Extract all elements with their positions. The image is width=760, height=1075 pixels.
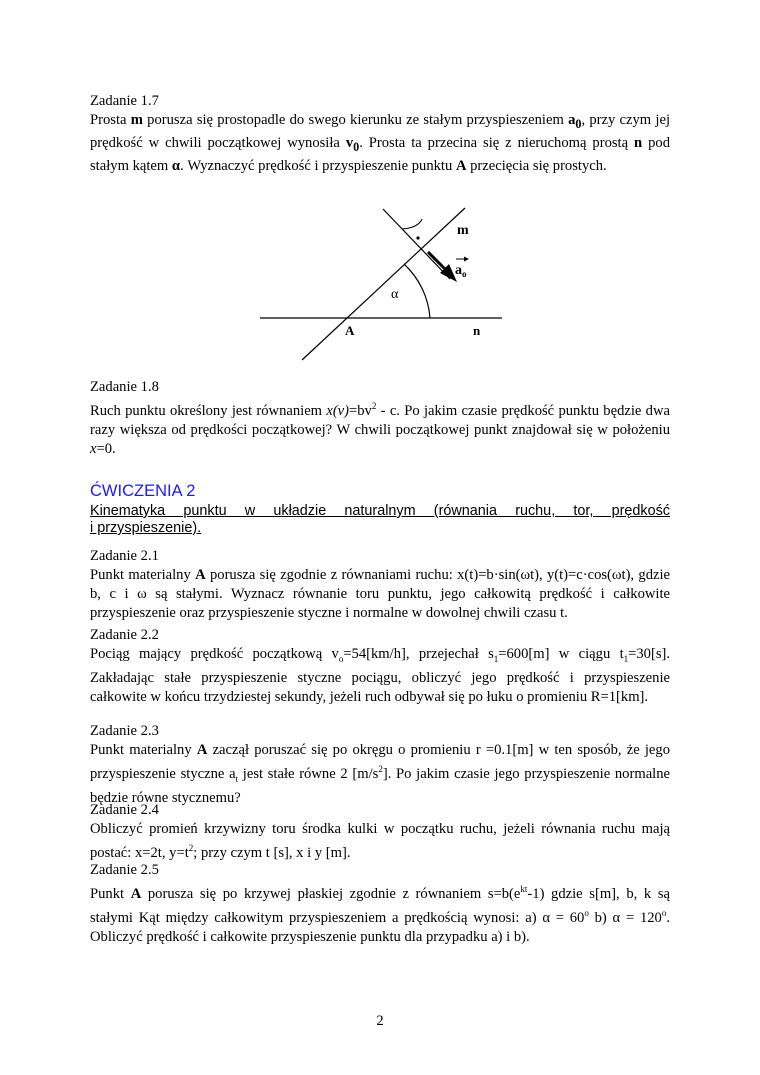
exercise-title: Zadanie 2.4 <box>90 802 159 818</box>
right-angle-dot <box>416 236 419 239</box>
exercise-title: Zadanie 1.7 <box>90 93 159 109</box>
exercise-text: Punkt materialny A zaczął poruszać się po okręgu o promieniu r =0.1[m] w ten sposób, że jego przyspieszenie styczne $a_t$ jest stałe równe 2 $[m/s^2]$. Po jakim czasie jego przyspieszenie normalne będzie równe stycznemu? <box>90 742 670 806</box>
exercise-2-2 <box>90 626 670 707</box>
exercise-text: Ruch punktu określony jest równaniem $x(v)=bv^2 - c$. Po jakim czasie prędkość punktu będzie dwa razy większa od prędkości początkowej? W chwili początkowej punkt znajdował się w położeniu x=0. <box>90 401 670 457</box>
exercise-2-3 <box>90 722 670 808</box>
exercise-title: Zadanie 1.8 <box>90 379 159 395</box>
exercise-title: Zadanie 2.5 <box>90 862 159 878</box>
alpha-arc <box>404 264 430 318</box>
vector-arrow-icon <box>464 257 469 262</box>
label-n: n <box>473 323 481 338</box>
exercise-2-4 <box>90 801 670 863</box>
section-title: ĆWICZENIA 2 <box>90 482 196 500</box>
label-m: m <box>457 223 469 238</box>
exercise-1-8 <box>90 378 670 459</box>
exercise-text: Punkt A porusza się po krzywej płaskiej zgodnie z równaniem $s=b(e^{kt}-1)$ gdzie s[m], b, k są stałymi Kąt między całkowitym przyspieszeniem a prędkością wynosi: a) $\alpha = 60^o$ b) $\alpha = 120^o$. Obliczyć prędkość i całkowite przyspieszenie punktu dla przypadku a) i b). <box>90 884 670 945</box>
exercise-2-5 <box>90 861 670 947</box>
exercise-title: Zadanie 2.1 <box>90 548 159 564</box>
right-angle-arc <box>402 219 422 229</box>
exercise-text: Pociąg mający prędkość początkową $v_o=54[km/h]$, przejechał $s_1=600[m]$ w ciągu $t_1=30[s]$. Zakładając stałe przyspieszenie styczne pociągu, obliczyć jego prędkość i przyspieszenie całkowite w końcu trzydziestej sekundy, jeżeli ruch odbywał się po łuku o promieniu R=1[km]. <box>90 646 671 705</box>
line-m <box>302 208 465 360</box>
exercise-text: Obliczyć promień krzywizny toru środka kulki w początku ruchu, jeżeli równania ruchu mają postać: x=2t, $y=t^2$; przy czym t [s], x i y [m]. <box>90 821 670 861</box>
label-A: A <box>345 323 355 338</box>
page-number: 2 <box>376 1013 384 1029</box>
exercise-1-7 <box>90 92 670 176</box>
perpendicular-line <box>383 209 450 279</box>
exercise-text: Punkt materialny A porusza się zgodnie z równaniami ruchu: x(t)=b·sin(ωt), y(t)=c·cos(ωt), gdzie b, c i ω są stałymi. Wyznacz równanie toru punktu, jego całkowitą prędkość i całkowite przyspieszenie oraz przyspieszenie styczne i normalne w dowolnej chwili czasu t. <box>90 567 670 621</box>
label-a0: $a_o$ <box>455 263 467 279</box>
exercise-text: Prosta m porusza się prostopadle do swego kierunku ze stałym przyspieszeniem $a_0$, przy czym jej prędkość w chwili początkowej wynosiła $v_0$. Prosta ta przecina się z nieruchomą prostą n pod stałym kątem α. Wyznaczyć prędkość i przyspieszenie punktu A przecięcia się prostych. <box>90 112 670 174</box>
geometry-figure <box>250 200 510 370</box>
exercise-2-1 <box>90 547 670 623</box>
section-subtitle: Kinematyka punktu w układzie naturalnym (równania ruchu, tor, prędkość i przyspieszenie). <box>90 503 670 536</box>
exercise-title: Zadanie 2.2 <box>90 627 159 643</box>
exercise-title: Zadanie 2.3 <box>90 723 159 739</box>
label-alpha: α <box>391 287 399 302</box>
